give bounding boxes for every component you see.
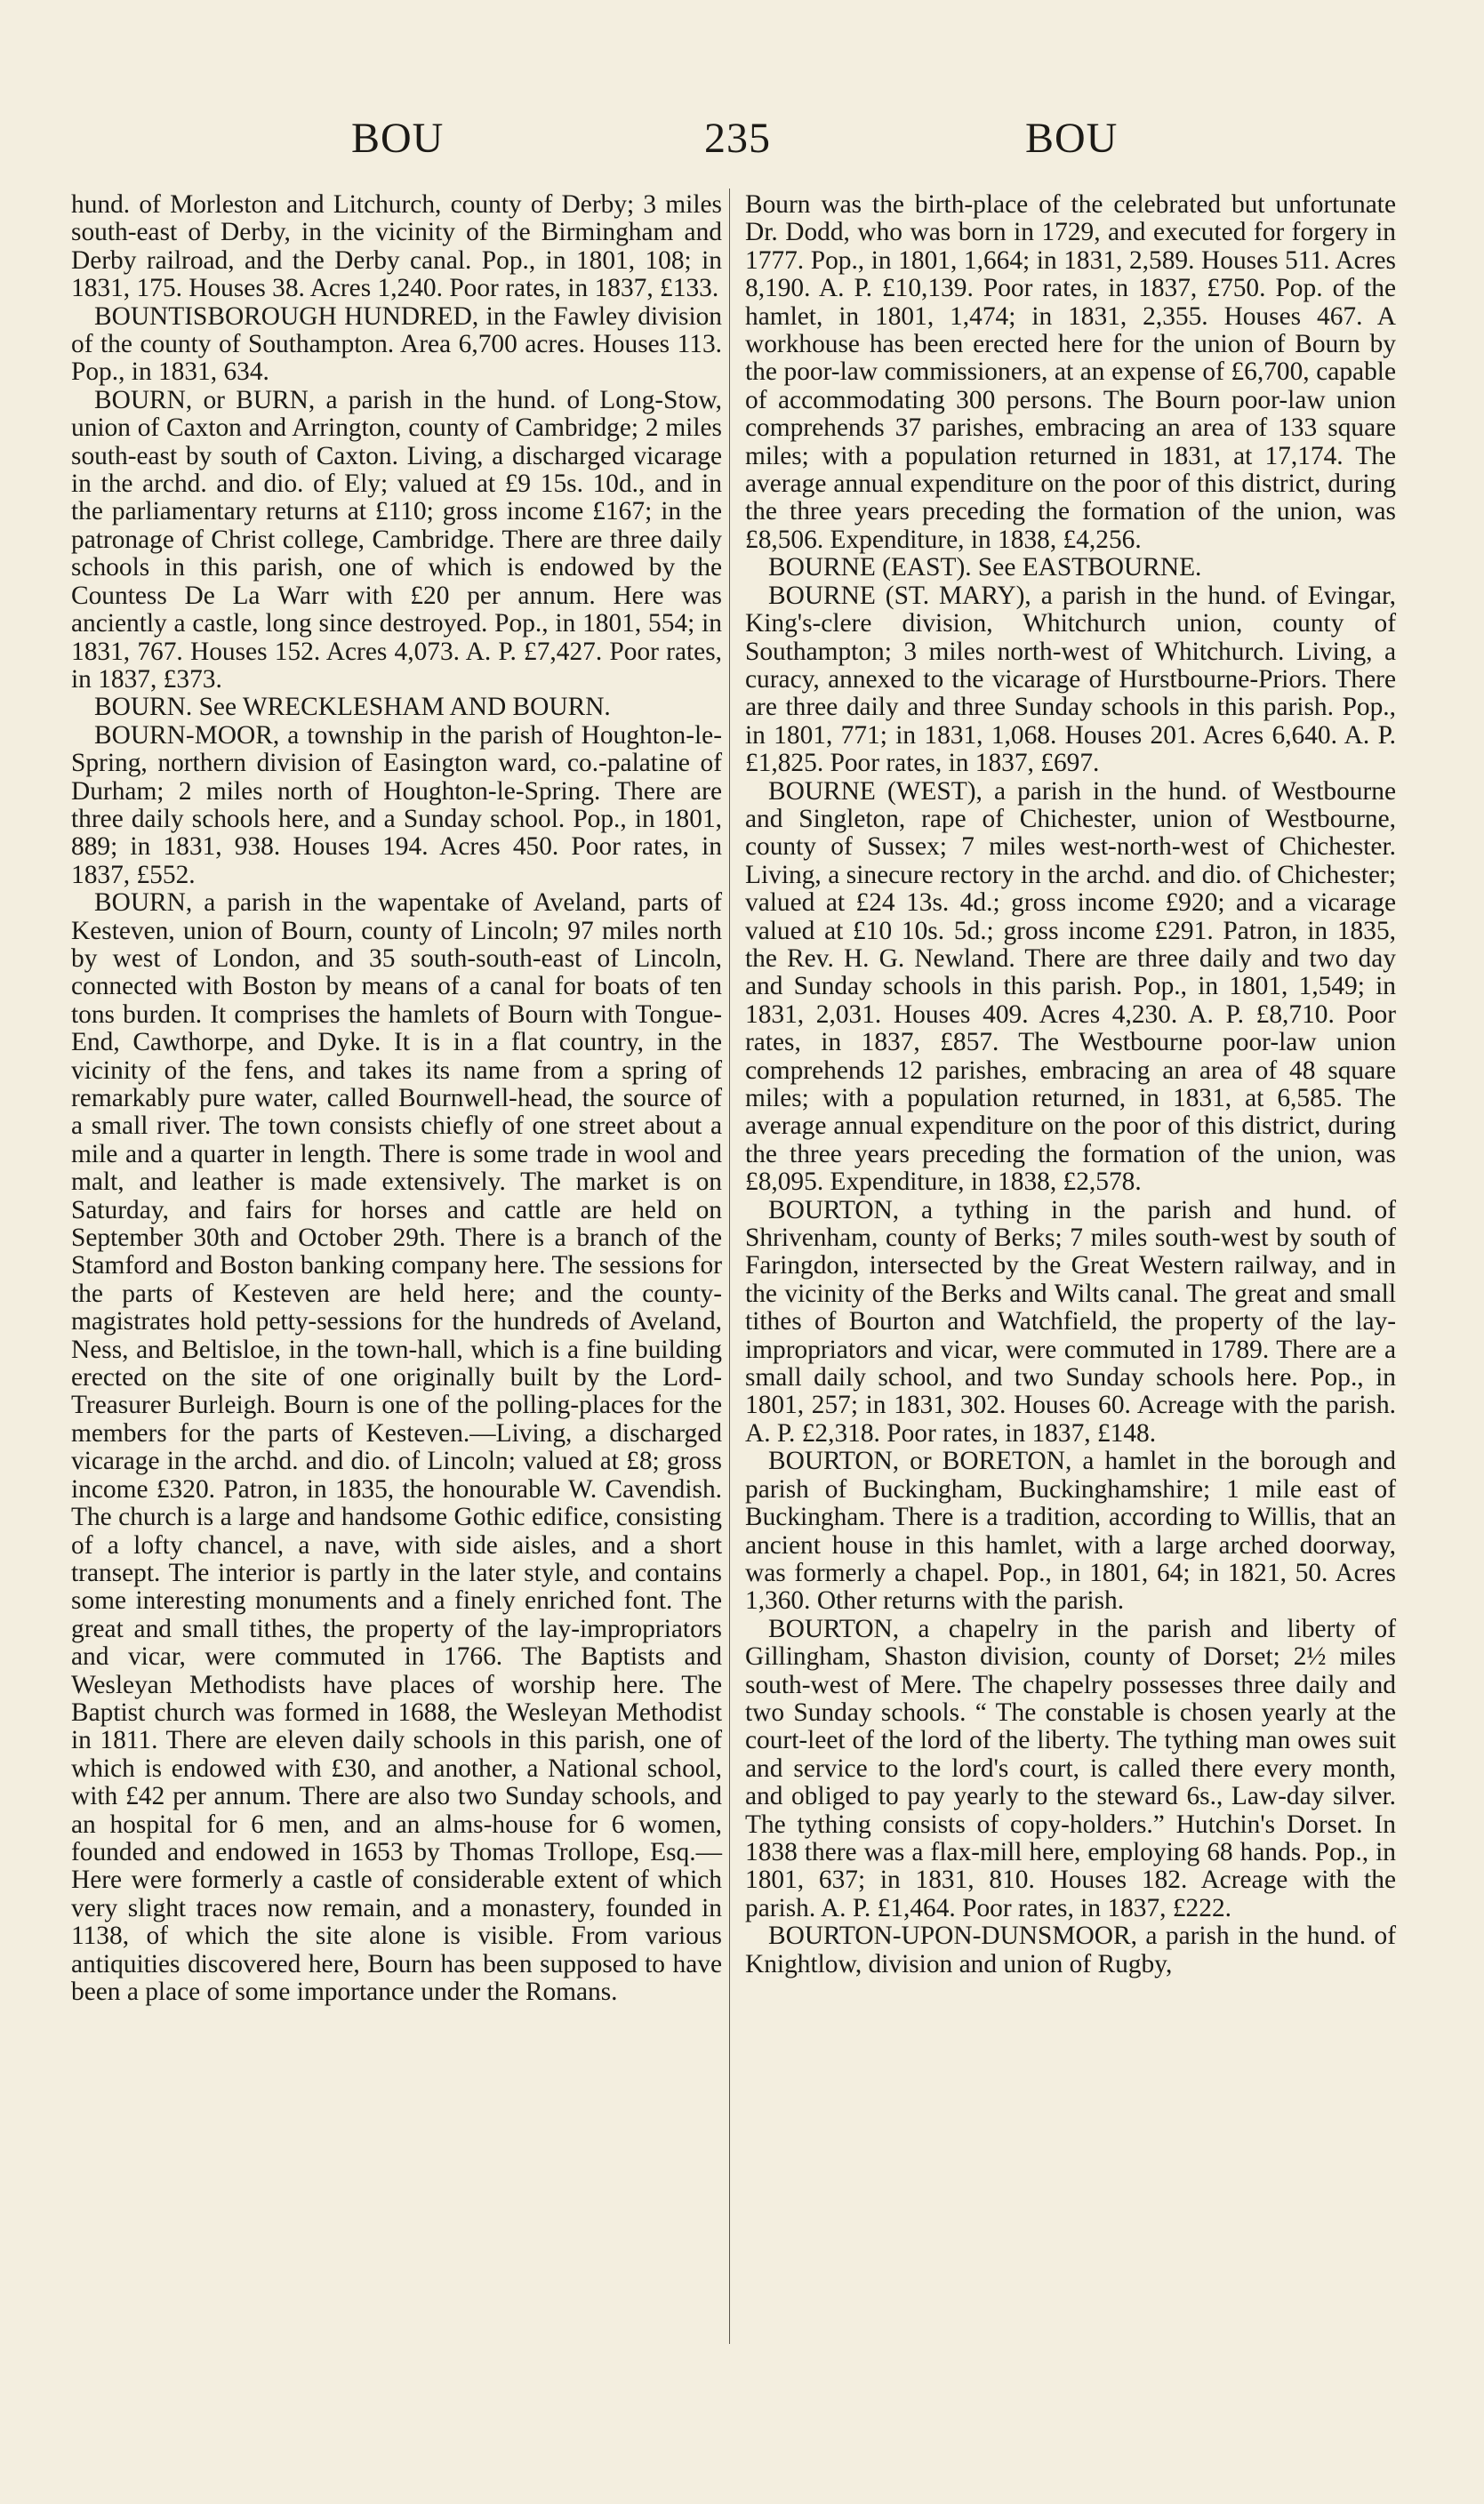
entry-paragraph: BOURNE (ST. MARY), a parish in the hund. of Evingar, King's-clere division, Whitchurch union, county of Southampton; 3 miles north-west of Whitchurch. Living, a curacy, annexed to the vicarage of Hurstbourne-Priors. There are three daily and three Sunday schools in this parish. Pop., in 1801, 771; in 1831, 1,068. Houses 201. Acres 6,640. A. P. £1,825. Poor rates, in 1837, £697. [745, 581, 1396, 778]
left-column [71, 191, 722, 2006]
header-left-keyword: BOU [351, 115, 445, 162]
entry-paragraph: BOURN. See WRECKLESHAM AND BOURN. [94, 693, 611, 722]
entry-paragraph: BOURN, a parish in the wapentake of Aveland, parts of Kesteven, union of Bourn, county of Lincoln; 97 miles north by west of London, and 35 south-south-east of Lincoln, connected with Boston by means of a canal for boats of ten tons burden. It comprises the hamlets of Bourn with Tongue-End, Cawthorpe, and Dyke. It is in a flat country, in the vicinity of the fens, and takes its name from a spring of remarkably pure water, called Bournwell-head, the source of a small river. The town consists chiefly of one street about a mile and a quarter in length. There is some trade in wool and malt, and leather is made extensively. The market is on Saturday, and fairs for horses and cattle are held on September 30th and October 29th. There is a branch of the Stamford and Boston banking company here. The sessions for the parts of Kesteven are held here; and the county-magistrates hold petty-sessions for the hundreds of Aveland, Ness, and Beltisloe, in the town-hall, which is a fine building erected on the site of one originally built by the Lord-Treasurer Burleigh. Bourn is one of the polling-places for the members for the parts of Kesteven.—Living, a discharged vicarage in the archd. and dio. of Lincoln; valued at £8; gross income £320. Patron, in 1835, the honourable W. Cavendish. The church is a large and handsome Gothic edifice, consisting of a lofty chancel, a nave, with side aisles, and a short transept. The interior is partly in the later style, and contains some interesting monuments and a finely enriched font. The great and small tithes, the property of the lay-impropriators and vicar, were commuted in 1766. The Baptists and Wesleyan Methodists have places of worship here. The Baptist church was formed in 1688, the Wesleyan Methodist in 1811. There are eleven daily schools in this parish, one of which is endowed with £30, and another, a National school, with £42 per annum. There are also two Sunday schools, and an hospital for 6 men, and an alms-house for 6 women, founded and endowed in 1653 by Thomas Trollope, Esq.—Here were formerly a castle of considerable extent of which very slight traces now remain, and a monastery, founded in 1138, of which the site alone is visible. From various antiquities discovered here, Bourn has been supposed to have been a place of some importance under the Romans. [71, 888, 722, 2006]
entry-paragraph: BOURNE (EAST). See EASTBOURNE. [768, 553, 1202, 582]
entry-paragraph: BOURN-MOOR, a township in the parish of Houghton-le-Spring, northern division of Easington ward, co.-palatine of Durham; 2 miles north of Houghton-le-Spring. There are three daily schools here, and a Sunday school. Pop., in 1801, 889; in 1831, 938. Houses 194. Acres 450. Poor rates, in 1837, £552. [71, 720, 722, 889]
running-header [0, 114, 1484, 167]
entry-paragraph: BOURTON, a chapelry in the parish and liberty of Gillingham, Shaston division, county of Dorset; 2½ miles south-west of Mere. The chapelry possesses three daily and two Sunday schools. “ The constable is chosen yearly at the court-leet of the lord of the liberty. The tything man owes suit and service to the lord's court, is called there every month, and obliged to pay yearly to the steward 6s., Law-day silver. The tything consists of copy-holders.” Hutchin's Dorset. In 1838 there was a flax-mill here, employing 68 hands. Pop., in 1801, 637; in 1831, 810. Houses 182. Acreage with the parish. A. P. £1,464. Poor rates, in 1837, £222. [745, 1614, 1396, 1922]
entry-paragraph: BOURN, or BURN, a parish in the hund. of Long-Stow, union of Caxton and Arrington, county of Cambridge; 2 miles south-east by south of Caxton. Living, a discharged vicarage in the archd. and dio. of Ely; valued at £9 15s. 10d., and in the parliamentary returns at £110; gross income £167; in the patronage of Christ college, Cambridge. There are three daily schools in this parish, one of which is endowed by the Countess De La Warr with £20 per annum. Here was anciently a castle, long since destroyed. Pop., in 1801, 554; in 1831, 767. Houses 152. Acres 4,073. A. P. £7,427. Poor rates, in 1837, £373. [71, 385, 722, 694]
right-column [745, 191, 1396, 1978]
entry-paragraph: Bourn was the birth-place of the celebrated but unfortunate Dr. Dodd, who was born in 1729, and executed for forgery in 1777. Pop., in 1801, 1,664; in 1831, 2,589. Houses 511. Acres 8,190. A. P. £10,139. Poor rates, in 1837, £750. Pop. of the hamlet, in 1801, 1,474; in 1831, 2,355. Houses 467. A workhouse has been erected here for the union of Bourn by the poor-law commissioners, at an expense of £6,700, capable of accommodating 300 persons. The Bourn poor-law union comprehends 37 parishes, embracing an area of 133 square miles; with a population returned in 1831, at 17,174. The average annual expenditure on the poor of this district, during the three years preceding the formation of the union, was £8,506. Expenditure, in 1838, £4,256. [745, 190, 1396, 554]
entry-paragraph: hund. of Morleston and Litchurch, county of Derby; 3 miles south-east of Derby, in the vicinity of the Birmingham and Derby railroad, and the Derby canal. Pop., in 1801, 108; in 1831, 175. Houses 38. Acres 1,240. Poor rates, in 1837, £133. [71, 190, 722, 303]
entry-paragraph: BOURTON-UPON-DUNSMOOR, a parish in the hund. of Knightlow, division and union of Rugby, [745, 1922, 1396, 1978]
entry-paragraph: BOURTON, a tything in the parish and hund. of Shrivenham, county of Berks; 7 miles south-west by south of Faringdon, intersected by the Great Western railway, and in the vicinity of the Berks and Wilts canal. The great and small tithes of Bourton and Watchfield, the property of the lay-impropriators and vicar, were commuted in 1789. There are a small daily school, and two Sunday schools here. Pop., in 1801, 257; in 1831, 302. Houses 60. Acreage with the parish. A. P. £2,318. Poor rates, in 1837, £148. [745, 1195, 1396, 1448]
header-right-keyword: BOU [1025, 115, 1119, 162]
page-number: 235 [704, 115, 771, 162]
entry-paragraph: BOURNE (WEST), a parish in the hund. of Westbourne and Singleton, rape of Chichester, union of Westbourne, county of Sussex; 7 miles west-north-west of Chichester. Living, a sinecure rectory in the archd. and dio. of Chichester; valued at £24 13s. 4d.; gross income £920; and a vicarage valued at £10 10s. 5d.; gross income £291. Patron, in 1835, the Rev. H. G. Newland. There are three daily and two day and Sunday schools in this parish. Pop., in 1801, 1,549; in 1831, 2,031. Houses 409. Acres 4,230. A. P. £8,710. Poor rates, in 1837, £857. The Westbourne poor-law union comprehends 12 parishes, embracing an area of 48 square miles; with a population returned, in 1831, at 6,585. The average annual expenditure on the poor of this district, during the three years preceding the formation of the union, was £8,095. Expenditure, in 1838, £2,578. [745, 776, 1396, 1197]
entry-paragraph: BOUNTISBOROUGH HUNDRED, in the Fawley division of the county of Southampton. Area 6,700 acres. Houses 113. Pop., in 1831, 634. [71, 301, 722, 387]
column-divider [729, 189, 730, 2344]
entry-paragraph: BOURTON, or BORETON, a hamlet in the borough and parish of Buckingham, Buckinghamshire; 1 mile east of Buckingham. There is a tradition, according to Willis, that an ancient house in this hamlet, with a large arched doorway, was formerly a chapel. Pop., in 1801, 64; in 1821, 50. Acres 1,360. Other returns with the parish. [745, 1447, 1396, 1616]
